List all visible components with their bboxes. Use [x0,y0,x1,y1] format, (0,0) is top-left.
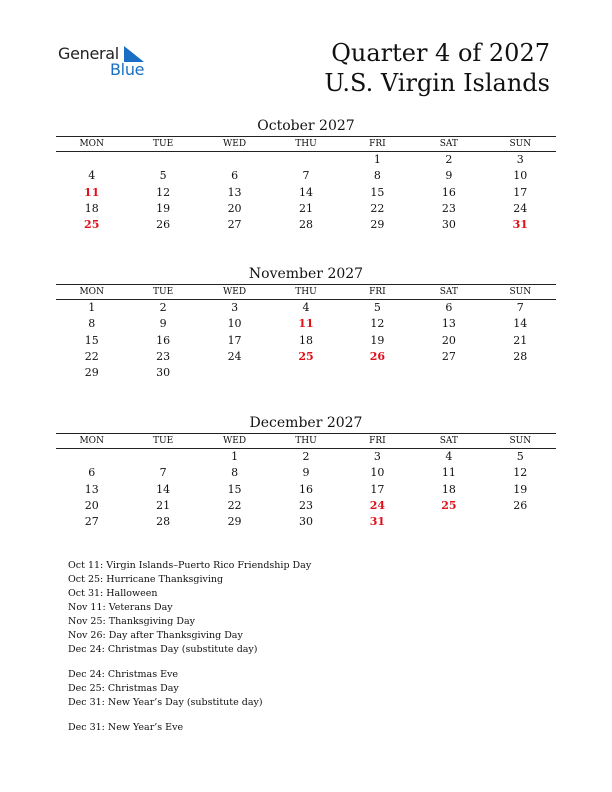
day-cell: 25 [298,349,314,363]
logo-text-general: General [58,44,119,63]
day-cell: 12 [156,185,171,199]
day-cell: 24 [227,349,242,363]
holiday-note: Dec 24: Christmas Day (substitute day) [68,644,258,655]
weekday-label: TUE [153,436,174,446]
day-cell: 19 [513,482,528,496]
day-cell: 22 [370,201,385,215]
day-cell: 17 [513,185,528,199]
weekday-label: THU [295,436,317,446]
day-cell: 27 [227,218,242,232]
day-grid [56,300,556,381]
day-cell: 2 [445,153,453,166]
page-title [324,38,550,98]
day-cell: 24 [513,201,528,215]
empty-cell [127,449,198,465]
day-cell: 21 [298,201,313,215]
day-cell: 12 [370,317,385,331]
day-cell: 1 [88,301,96,314]
day-cell: 23 [156,349,171,363]
day-cell: 6 [445,301,453,314]
weekday-label: SAT [439,139,458,149]
generalblue-logo [58,44,158,80]
day-cell: 5 [373,301,381,314]
day-cell: 11 [298,317,314,331]
weekday-header [56,284,556,300]
month-title: November 2027 [248,266,364,282]
day-cell: 29 [227,515,242,529]
day-cell: 7 [516,301,524,314]
empty-cell [127,152,198,168]
day-cell: 16 [441,185,456,199]
day-cell: 4 [445,450,453,463]
day-cell: 14 [298,185,313,199]
day-cell: 22 [227,498,242,512]
day-cell: 30 [156,366,171,380]
day-cell: 18 [84,201,99,215]
day-cell: 29 [84,366,99,380]
day-cell: 17 [370,482,385,496]
day-cell: 9 [159,317,167,331]
day-cell: 14 [156,482,171,496]
holiday-note: Dec 24: Christmas Eve [68,669,179,680]
day-cell: 15 [370,185,385,199]
weekday-label: MON [79,139,104,149]
day-cell: 26 [513,498,528,512]
day-cell: 24 [369,498,386,512]
weekday-label: THU [295,287,317,297]
day-cell: 3 [231,301,239,314]
day-grid [56,449,556,530]
weekday-label: TUE [153,287,174,297]
day-cell: 9 [302,466,310,480]
weekday-header [56,433,556,449]
day-cell: 10 [227,317,242,331]
holiday-note: Oct 25: Hurricane Thanksgiving [68,574,224,585]
day-cell: 21 [156,498,171,512]
holiday-note: Dec 25: Christmas Day [68,683,179,694]
title-region: U.S. Virgin Islands [324,69,550,97]
day-cell: 12 [513,466,528,480]
day-cell: 7 [302,169,310,183]
holiday-note: Dec 31: New Year’s Eve [68,722,184,733]
day-cell: 20 [441,333,456,347]
weekday-label: FRI [369,436,386,446]
weekday-label: MON [79,436,104,446]
month-title: October 2027 [257,118,355,134]
day-cell: 25 [441,498,457,512]
weekday-label: SUN [509,436,532,446]
day-cell: 5 [159,169,167,183]
day-cell: 28 [513,349,528,363]
weekday-label: FRI [369,287,386,297]
note-spacer [68,710,311,721]
day-cell: 16 [298,482,313,496]
day-cell: 9 [445,169,453,183]
month-december [56,413,556,530]
day-cell: 31 [369,515,386,529]
weekday-label: TUE [153,139,174,149]
month-november [56,264,556,381]
day-cell: 26 [156,218,171,232]
day-cell: 29 [370,218,385,232]
day-cell: 23 [298,498,313,512]
day-cell: 15 [84,333,99,347]
day-cell: 18 [298,333,313,347]
day-cell: 21 [513,333,528,347]
day-cell: 22 [84,349,99,363]
weekday-label: THU [295,139,317,149]
day-cell: 4 [302,301,310,314]
day-cell: 20 [227,201,242,215]
holiday-notes [68,559,311,735]
day-cell: 2 [159,301,167,314]
empty-cell [199,152,270,168]
day-cell: 10 [513,169,528,183]
weekday-label: WED [223,139,247,149]
day-cell: 8 [231,466,239,480]
day-cell: 13 [84,482,99,496]
day-cell: 10 [370,466,385,480]
day-cell: 20 [84,498,99,512]
day-cell: 5 [516,450,524,463]
day-cell: 30 [298,515,313,529]
weekday-label: FRI [369,139,386,149]
weekday-label: WED [223,436,247,446]
holiday-note: Oct 11: Virgin Islands–Puerto Rico Friendship Day [68,560,312,571]
day-cell: 4 [88,169,96,183]
day-cell: 23 [441,201,456,215]
holiday-note: Nov 26: Day after Thanksgiving Day [68,630,243,641]
day-cell: 28 [156,515,171,529]
day-cell: 6 [231,169,239,183]
day-cell: 11 [84,185,100,199]
day-cell: 16 [156,333,171,347]
empty-cell [56,152,127,168]
day-cell: 17 [227,333,242,347]
day-cell: 1 [231,450,239,463]
day-cell: 19 [156,201,171,215]
day-cell: 28 [298,218,313,232]
day-cell: 6 [88,466,96,480]
holiday-note: Nov 11: Veterans Day [68,602,173,613]
day-cell: 11 [441,466,456,480]
holiday-note: Nov 25: Thanksgiving Day [68,616,195,627]
day-cell: 13 [227,185,242,199]
day-cell: 31 [512,218,528,232]
weekday-label: SAT [439,436,458,446]
day-cell: 14 [513,317,528,331]
day-cell: 3 [373,450,381,463]
logo-text-blue: Blue [110,60,145,79]
weekday-label: WED [223,287,247,297]
day-cell: 19 [370,333,385,347]
day-cell: 13 [441,317,456,331]
weekday-label: MON [79,287,104,297]
holiday-note: Oct 31: Halloween [68,588,158,599]
day-cell: 25 [84,218,100,232]
day-cell: 27 [84,515,99,529]
weekday-header [56,136,556,152]
day-cell: 8 [373,169,381,183]
day-cell: 3 [516,153,524,166]
day-cell: 2 [302,450,310,463]
day-cell: 30 [441,218,456,232]
weekday-label: SUN [509,139,532,149]
day-cell: 1 [373,153,381,166]
note-spacer [68,657,311,668]
empty-cell [56,449,127,465]
day-grid [56,152,556,233]
month-october [56,116,556,233]
day-cell: 18 [441,482,456,496]
day-cell: 26 [369,349,386,363]
day-cell: 27 [441,349,456,363]
empty-cell [270,152,341,168]
holiday-note: Dec 31: New Year’s Day (substitute day) [68,697,263,708]
day-cell: 8 [88,317,96,331]
weekday-label: SUN [509,287,532,297]
weekday-label: SAT [439,287,458,297]
day-cell: 15 [227,482,242,496]
day-cell: 7 [159,466,167,480]
month-title: December 2027 [249,415,363,431]
title-quarter: Quarter 4 of 2027 [331,39,550,67]
